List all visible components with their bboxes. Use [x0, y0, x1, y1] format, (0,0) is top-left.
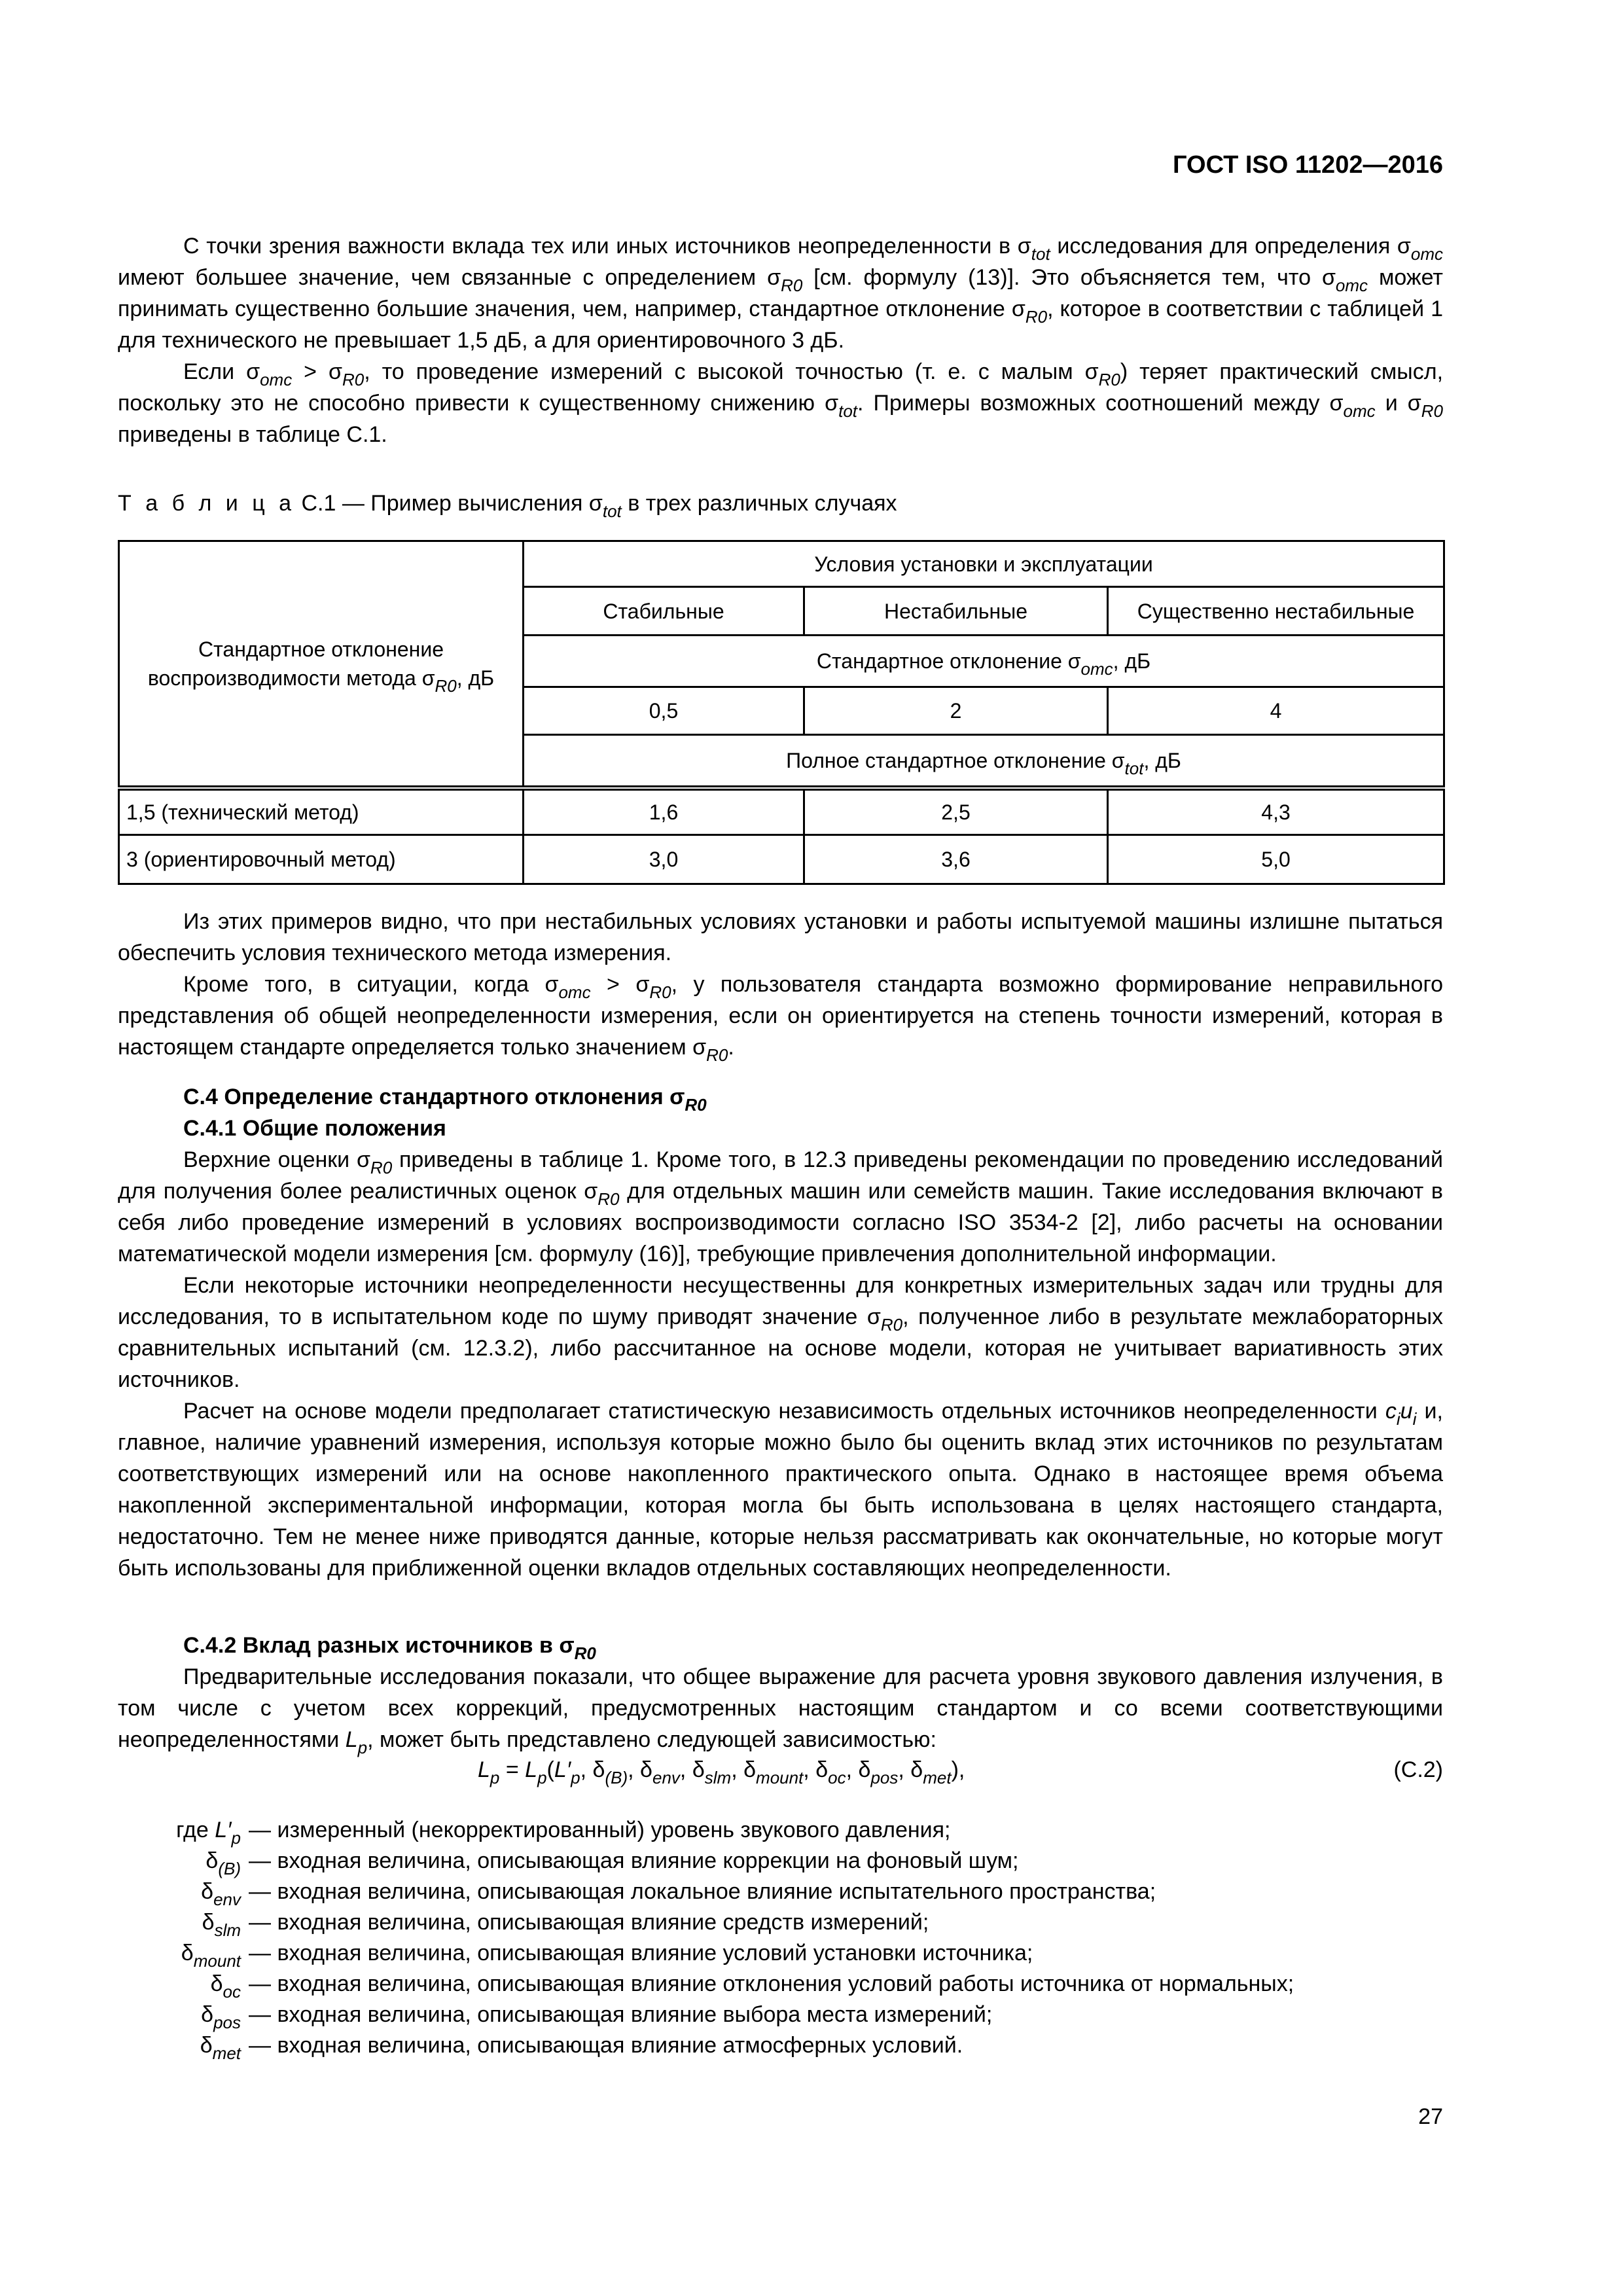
intro-section — [118, 230, 1443, 450]
subscript: R0 — [781, 276, 803, 295]
method-label: 3 (ориентировочный метод) — [119, 835, 524, 884]
paragraph: Верхние оценки $\sigma_{R0}$ приведены в таблице 1. Кроме того, в 12.3 приведены рекомендации по проведению исследований для получения более реалистичных оценок $\sigma_{R0}$ для отдельных машин или семейств машин. Такие исследования включают в себя либо проведение измерений в условиях воспроизводимости согласно ISO 3534-2 [2], либо расчеты на основании математической модели измерения [см. формулу (16)], требующие привлечения дополнительной информации. — [118, 1147, 1443, 1266]
paragraph: Если некоторые источники неопределенности несущественны для конкретных измерительных задач или трудны для исследования, то в испытательном коде по шуму приводят значение $\sigma_{R0}$, полученное либо в результате межлабораторных сравнительных испытаний (см. 12.3.2), либо рассчитанное на основе модели, которая не учитывает вариативность этих источников. — [118, 1273, 1444, 1392]
symbol: σ — [559, 1633, 575, 1658]
symbol: L′ — [215, 1818, 232, 1842]
symbol: σ — [767, 265, 781, 290]
paragraph: Предварительные исследования показали, что общее выражение для расчета уровня звукового давления излучения, в том числе с учетом всех коррекций, предусмотренных настоящим стандартом и со всеми соответствующими неопределенностями $L_p$, может быть представлено следующей зависимостью: — [118, 1664, 1443, 1757]
legend-item — [118, 1845, 1294, 1876]
symbol: L — [478, 1757, 490, 1782]
symbol: σ — [1111, 748, 1125, 772]
subscript: R0 — [574, 1643, 596, 1663]
symbol: δ — [858, 1757, 871, 1782]
section-heading: С.4 Определение стандартного отклонения $\sigma_{R0}$ — [183, 1085, 707, 1115]
subscript: tot — [1031, 244, 1050, 264]
tot-value: 4,3 — [1108, 788, 1444, 835]
method-label: 1,5 (технический метод) — [119, 788, 524, 835]
legend-text: — входная величина, описывающая влияние коррекции на фоновый шум; — [249, 1848, 1019, 1873]
symbol: σ — [1407, 391, 1421, 416]
subscript: pos — [870, 1768, 899, 1787]
symbol: σ — [1017, 234, 1031, 259]
subsection-heading: С.4.2 Вклад разных источников в $\sigma_{R0}$ — [183, 1633, 596, 1663]
legend-symbol — [118, 1907, 249, 1938]
paragraph: Расчет на основе модели предполагает статистическую независимость отдельных источников неопределенности $c_iu_i$ и, главное, наличие уравнений измерения, используя которые можно было бы оценить вклад этих источников по результатам соответствующих измерений или на основе накопленного практического опыта. Однако в настоящее время объема накопленной экспериментальной информации, которая могла бы быть использована в целях настоящего стандарта, недостаточно. Тем не менее ниже приводятся данные, которые нельзя рассматривать как окончательные, но которые могут быть использованы для приближенной оценки вкладов отдельных составляющих неопределенности. — [118, 1399, 1443, 1581]
symbol: σ — [421, 666, 435, 690]
paragraph: Кроме того, в ситуации, когда $\sigma_{omc} > \sigma_{R0}$, у пользователя стандарта возможно формирование неправильного представления об общей неопределенности измерения, если он ориентируется на степень точности измерений, которая в настоящем стандарте определяется только значением $\sigma_{R0}$. — [118, 972, 1444, 1065]
paragraph: С точки зрения важности вклада тех или иных источников неопределенности в $\sigma_{tot}$ исследования для определения $\sigma_{omc}$ имеют большее значение, чем связанные с определением $\sigma_{R0}$ [см. формулу (13)]. Это объясняется тем, что $\sigma_{omc}$ может принимать существенно большие значения, чем, например, стандартное отклонение $\sigma_{R0}$, которое в соответствии с таблицей 1 для технического не превышает 1,5 дБ, а для ориентировочного 3 дБ. — [118, 234, 1443, 353]
subscript: R0 — [685, 1095, 707, 1115]
symbol: L — [345, 1727, 358, 1752]
subscript: p — [537, 1768, 547, 1787]
tot-value: 3,6 — [804, 835, 1108, 884]
paragraph: Если $\sigma_{omc} > \sigma_{R0}$, то проведение измерений с высокой точностью (т. е. с малым $\sigma_{R0}$) теряет практический смысл, поскольку это не способно привести к существенному снижению $\sigma_{tot}$. Примеры возможных соотношений между $\sigma_{omc}$ и $\sigma_{R0}$ приведены в таблице С.1. — [118, 359, 1444, 447]
subscript: R0 — [1025, 307, 1048, 327]
legend-text: — входная величина, описывающая локальное влияние испытательного пространства; — [249, 1879, 1156, 1904]
symbol: δ — [200, 2033, 213, 2058]
symbol: L — [525, 1757, 538, 1782]
table-discussion — [118, 906, 1443, 1063]
legend-item — [118, 1814, 1294, 1848]
subscript: R0 — [706, 1045, 728, 1065]
page-number: 27 — [1418, 2104, 1443, 2129]
tot-value: 5,0 — [1108, 835, 1444, 884]
subscript: slm — [704, 1768, 732, 1787]
subscript: pos — [213, 2013, 241, 2032]
symbol: δ — [205, 1848, 219, 1873]
condition-cell: Стабильные — [524, 587, 804, 636]
subscript: p — [571, 1768, 580, 1787]
symbol: δ — [815, 1757, 829, 1782]
subscript: p — [490, 1768, 500, 1787]
formula-c2: $L_p = L_p(L'_p$, $\delta_{(B)}$, $\delta_{env}$, $\delta_{slm}$, $\delta_{mount}$, $\delta_{oc}$, $\delta_{pos}$, $\delta_{met}$), — [478, 1757, 965, 1787]
symbol: δ — [692, 1757, 705, 1782]
symbol: σ — [692, 1035, 707, 1060]
subscript: mount — [756, 1768, 804, 1787]
omc-value: 4 — [1108, 687, 1444, 735]
symbol: σ — [328, 359, 342, 384]
subscript: omc — [1410, 244, 1443, 264]
symbol-legend — [118, 1814, 1294, 2063]
subscript: omc — [260, 370, 293, 389]
formula-number: (С.2) — [1393, 1757, 1443, 1782]
subscript: omc — [1335, 276, 1368, 295]
subscript: omc — [558, 982, 591, 1002]
symbol: c — [1385, 1399, 1397, 1424]
subscript: slm — [214, 1920, 241, 1940]
symbol: σ — [588, 491, 603, 516]
legend-item — [118, 1907, 1294, 1940]
tot-value: 1,6 — [524, 788, 804, 835]
subscript: p — [357, 1738, 368, 1757]
subscript: i — [1412, 1409, 1417, 1429]
legend-text: — входная величина, описывающая влияние условий установки источника; — [249, 1941, 1033, 1965]
table-row — [119, 788, 1444, 835]
subscript: i — [1396, 1409, 1400, 1429]
symbol: δ — [210, 1971, 223, 1996]
legend-text: — входная величина, описывающая влияние средств измерений; — [249, 1910, 929, 1935]
condition-cell: Существенно нестабильные — [1108, 587, 1444, 636]
subscript: mount — [193, 1951, 241, 1971]
omc-value: 2 — [804, 687, 1108, 735]
legend-text: — входная величина, описывающая влияние выбора места измерений; — [249, 2002, 993, 2027]
subscript: R0 — [435, 675, 457, 696]
subscript: tot — [602, 501, 622, 521]
symbol: δ — [592, 1757, 605, 1782]
subscript: (B) — [605, 1768, 628, 1787]
table-row — [119, 835, 1444, 884]
symbol: σ — [584, 1179, 598, 1204]
subscript: R0 — [597, 1189, 620, 1209]
legend-symbol — [118, 2030, 249, 2061]
symbol: σ — [635, 972, 650, 997]
symbol: σ — [669, 1085, 685, 1109]
subscript: tot — [838, 401, 858, 421]
symbol: u — [1400, 1399, 1413, 1424]
symbol: σ — [1067, 649, 1081, 673]
subscript: oc — [223, 1982, 241, 2001]
legend-item — [118, 1876, 1294, 1907]
symbol: L′ — [554, 1757, 571, 1782]
condition-cell: Нестабильные — [804, 587, 1108, 636]
legend-text: — измеренный (некорректированный) уровень звукового давления; — [249, 1818, 951, 1842]
subscript: omc — [1080, 659, 1113, 679]
table-caption-label: Т а б л и ц а — [118, 491, 296, 516]
symbol: δ — [910, 1757, 923, 1782]
tot-header: Полное стандартное отклонение $\sigma_{tot}$, дБ — [524, 735, 1444, 788]
legend-item — [118, 1968, 1294, 1999]
subscript: omc — [1343, 401, 1376, 421]
subscript: env — [213, 1890, 241, 1909]
symbol: σ — [1329, 391, 1344, 416]
subsection-heading: С.4.1 Общие положения — [183, 1116, 446, 1141]
symbol: σ — [866, 1304, 881, 1329]
subscript: env — [652, 1768, 680, 1787]
symbol: σ — [825, 391, 839, 416]
table-caption — [118, 488, 897, 519]
subscript: R0 — [649, 982, 671, 1002]
subscript: met — [923, 1768, 952, 1787]
subscript: R0 — [1421, 401, 1443, 421]
tot-value: 3,0 — [524, 835, 804, 884]
symbol: σ — [1321, 265, 1336, 290]
omc-value: 0,5 — [524, 687, 804, 735]
legend-text: — входная величина, описывающая влияние отклонения условий работы источника от нормальных; — [249, 1971, 1294, 1996]
symbol: σ — [246, 359, 260, 384]
legend-symbol — [118, 1937, 249, 1969]
symbol: δ — [201, 1879, 214, 1904]
subscript: oc — [828, 1768, 846, 1787]
subscript: R0 — [342, 370, 365, 389]
symbol: σ — [356, 1147, 370, 1172]
symbol: δ — [640, 1757, 652, 1782]
symbol: δ — [202, 1910, 215, 1935]
symbol: σ — [1011, 296, 1026, 321]
row-header-cell: Стандартное отклонение воспроизводимости метода $\sigma_{R0}$, дБ — [119, 541, 524, 788]
legend-text: — входная величина, описывающая влияние атмосферных условий. — [249, 2033, 963, 2058]
symbol: δ — [201, 2002, 214, 2027]
symbol: σ — [1397, 234, 1411, 259]
paragraph: Из этих примеров видно, что при нестабильных условиях установки и работы испытуемой машины излишне пытаться обеспечить условия технического метода измерения. — [118, 909, 1443, 965]
subscript: p — [231, 1828, 241, 1848]
omc-header: Стандартное отклонение $\sigma_{omc}$, дБ — [524, 636, 1444, 687]
symbol: δ — [181, 1941, 194, 1965]
symbol: σ — [1084, 359, 1099, 384]
legend-symbol: где $L'_p$ — [176, 1818, 241, 1848]
tot-value: 2,5 — [804, 788, 1108, 835]
symbol: σ — [544, 972, 559, 997]
subscript: tot — [1124, 758, 1144, 778]
table-caption-text: С.1 — Пример вычисления $\sigma_{tot}$ в трех различных случаях — [295, 491, 897, 521]
legend-item — [118, 1937, 1294, 1971]
section-c4 — [118, 1081, 1443, 1584]
legend-symbol — [118, 1845, 249, 1876]
section-c42 — [118, 1630, 1443, 1755]
legend-symbol — [118, 1876, 249, 1907]
subscript: R0 — [1098, 370, 1120, 389]
legend-item — [118, 1999, 1294, 2030]
symbol: δ — [743, 1757, 757, 1782]
subscript: R0 — [370, 1158, 393, 1177]
subscript: (B) — [218, 1859, 241, 1878]
subscript: met — [212, 2043, 241, 2063]
document-id-header: ГОСТ ISO 11202—2016 — [1173, 151, 1443, 179]
conditions-header: Условия установки и эксплуатации — [524, 541, 1444, 587]
legend-symbol — [118, 1968, 249, 2000]
sigma-table — [118, 540, 1445, 885]
legend-item — [118, 2030, 1294, 2063]
legend-symbol — [118, 1999, 249, 2030]
subscript: R0 — [880, 1315, 903, 1335]
